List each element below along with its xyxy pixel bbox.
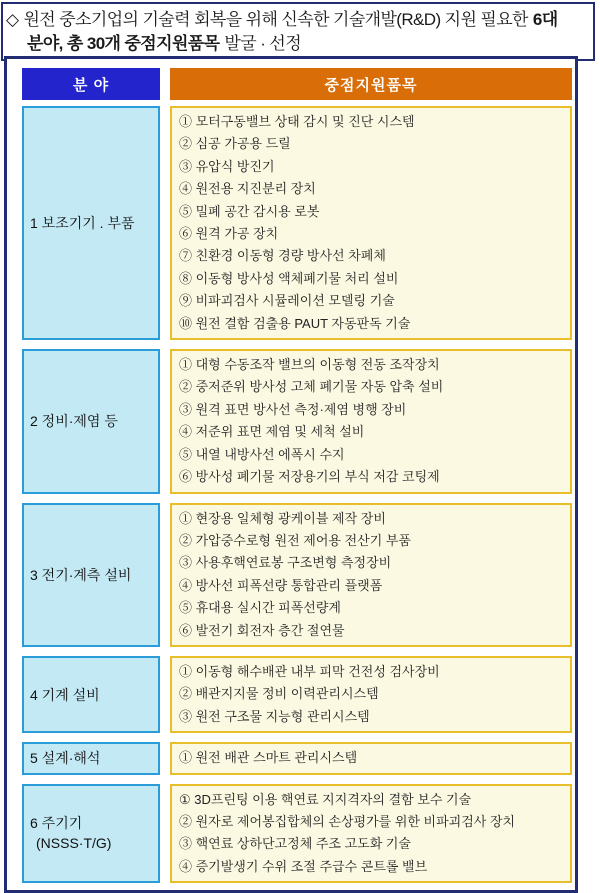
page-title-line2 [6,32,591,55]
item-line: ① 3D프린팅 이용 핵연료 지지격자의 결함 보수 기술 [179,791,472,807]
table-row [22,656,572,733]
table-row [22,742,572,774]
item-line: ① 원전 배관 스마트 관리시스템 [179,750,358,766]
table-row [22,503,572,647]
item-line: ⑦ 친환경 이동형 경량 방사선 차폐체 [179,248,386,264]
item-line: ④ 방사선 피폭선량 통합관리 플랫폼 [179,577,383,593]
support-items-table [4,56,578,893]
field-label: 5 설계·해석 [30,750,101,767]
item-line: ④ 저준위 표면 제염 및 세척 설비 [179,424,365,440]
item-line: ⑨ 비파괴검사 시뮬레이션 모델링 기술 [179,293,395,309]
field-label-box [22,106,160,340]
item-line: ② 심공 가공용 드릴 [179,136,291,152]
item-line: ⑧ 이동형 방사성 액체폐기물 처리 설비 [179,270,399,286]
field-label: 6 주기기 [30,815,83,832]
item-line: ⑤ 휴대용 실시간 피폭선량계 [179,600,341,616]
item-line: ④ 원전용 지진분리 장치 [179,181,316,197]
item-line: ⑥ 방사성 폐기물 저장용기의 부식 저감 코팅제 [179,469,440,485]
page-title-line1 [6,8,591,31]
item-line: ① 대형 수동조작 밸브의 이동형 전동 조작장치 [179,357,440,373]
item-line: ⑤ 내열 내방사선 에폭시 수지 [179,446,345,462]
item-line: ② 배관지지물 정비 이력관리시스템 [179,686,379,702]
field-label: 3 전기·계측 설비 [30,566,132,583]
items-box [170,742,572,774]
title-line1-bold: 6대 [532,10,558,29]
table-header-row [22,68,572,100]
item-line: ① 현장용 일체형 광케이블 제작 장비 [179,510,386,526]
field-label-box [22,784,160,884]
items-box [170,349,572,493]
item-line: ⑤ 밀폐 공간 감시용 로봇 [179,203,320,219]
item-line: ② 원자로 제어봉집합체의 손상평가를 위한 비파괴검사 장치 [179,813,516,829]
field-label-box [22,349,160,493]
item-line: ② 가압중수로형 원전 제어용 전산기 부품 [179,532,411,548]
item-line: ③ 핵연료 상하단고정체 주조 고도화 기술 [179,836,411,852]
diamond-bullet-icon: ◇ [6,10,19,29]
item-line: ③ 사용후핵연료봉 구조변형 측정장비 [179,555,392,571]
items-box [170,503,572,647]
items-box [170,106,572,340]
field-label-box [22,656,160,733]
item-line: ② 중저준위 방사성 고체 폐기물 자동 압축 설비 [179,379,444,395]
table-body [22,106,572,883]
item-line: ① 이동형 해수배관 내부 피막 건전성 검사장비 [179,663,440,679]
field-label: 4 기계 설비 [30,686,100,703]
items-box [170,784,572,884]
item-line: ③ 유압식 방진기 [179,158,275,174]
field-label: 1 보조기기 . 부품 [30,215,135,232]
item-line: ③ 원격 표면 방사선 측정·제염 병행 장비 [179,401,407,417]
column-header-field: 분 야 [22,68,160,100]
title-box [1,2,595,61]
field-label-box [22,742,160,774]
field-label: 2 정비·제염 등 [30,413,118,430]
table-row [22,106,572,340]
title-line2-text: 발굴 · 선정 [224,34,302,53]
items-box [170,656,572,733]
item-line: ① 모터구동밸브 상태 감시 및 진단 시스템 [179,114,415,129]
title-line1-text: 원전 중소기업의 기술력 회복을 위해 신속한 기술개발(R&D) 지원 필요한 [23,10,528,29]
item-line: ⑥ 발전기 회전자 층간 절연물 [179,622,345,638]
title-line2-bold: 분야, 총 30개 중점지원품목 [27,34,220,53]
table-row [22,784,572,884]
item-line: ③ 원전 구조물 지능형 관리시스템 [179,708,370,724]
field-label-box [22,503,160,647]
item-line: ⑥ 원격 가공 장치 [179,226,279,242]
field-label: (NSSS·T/G) [36,835,112,852]
column-header-items: 중점지원품목 [170,68,572,100]
item-line: ⑩ 원전 결함 검출용 PAUT 자동판독 기술 [179,315,411,331]
table-row [22,349,572,493]
item-line: ④ 증기발생기 수위 조절 주급수 콘트롤 밸브 [179,858,428,874]
